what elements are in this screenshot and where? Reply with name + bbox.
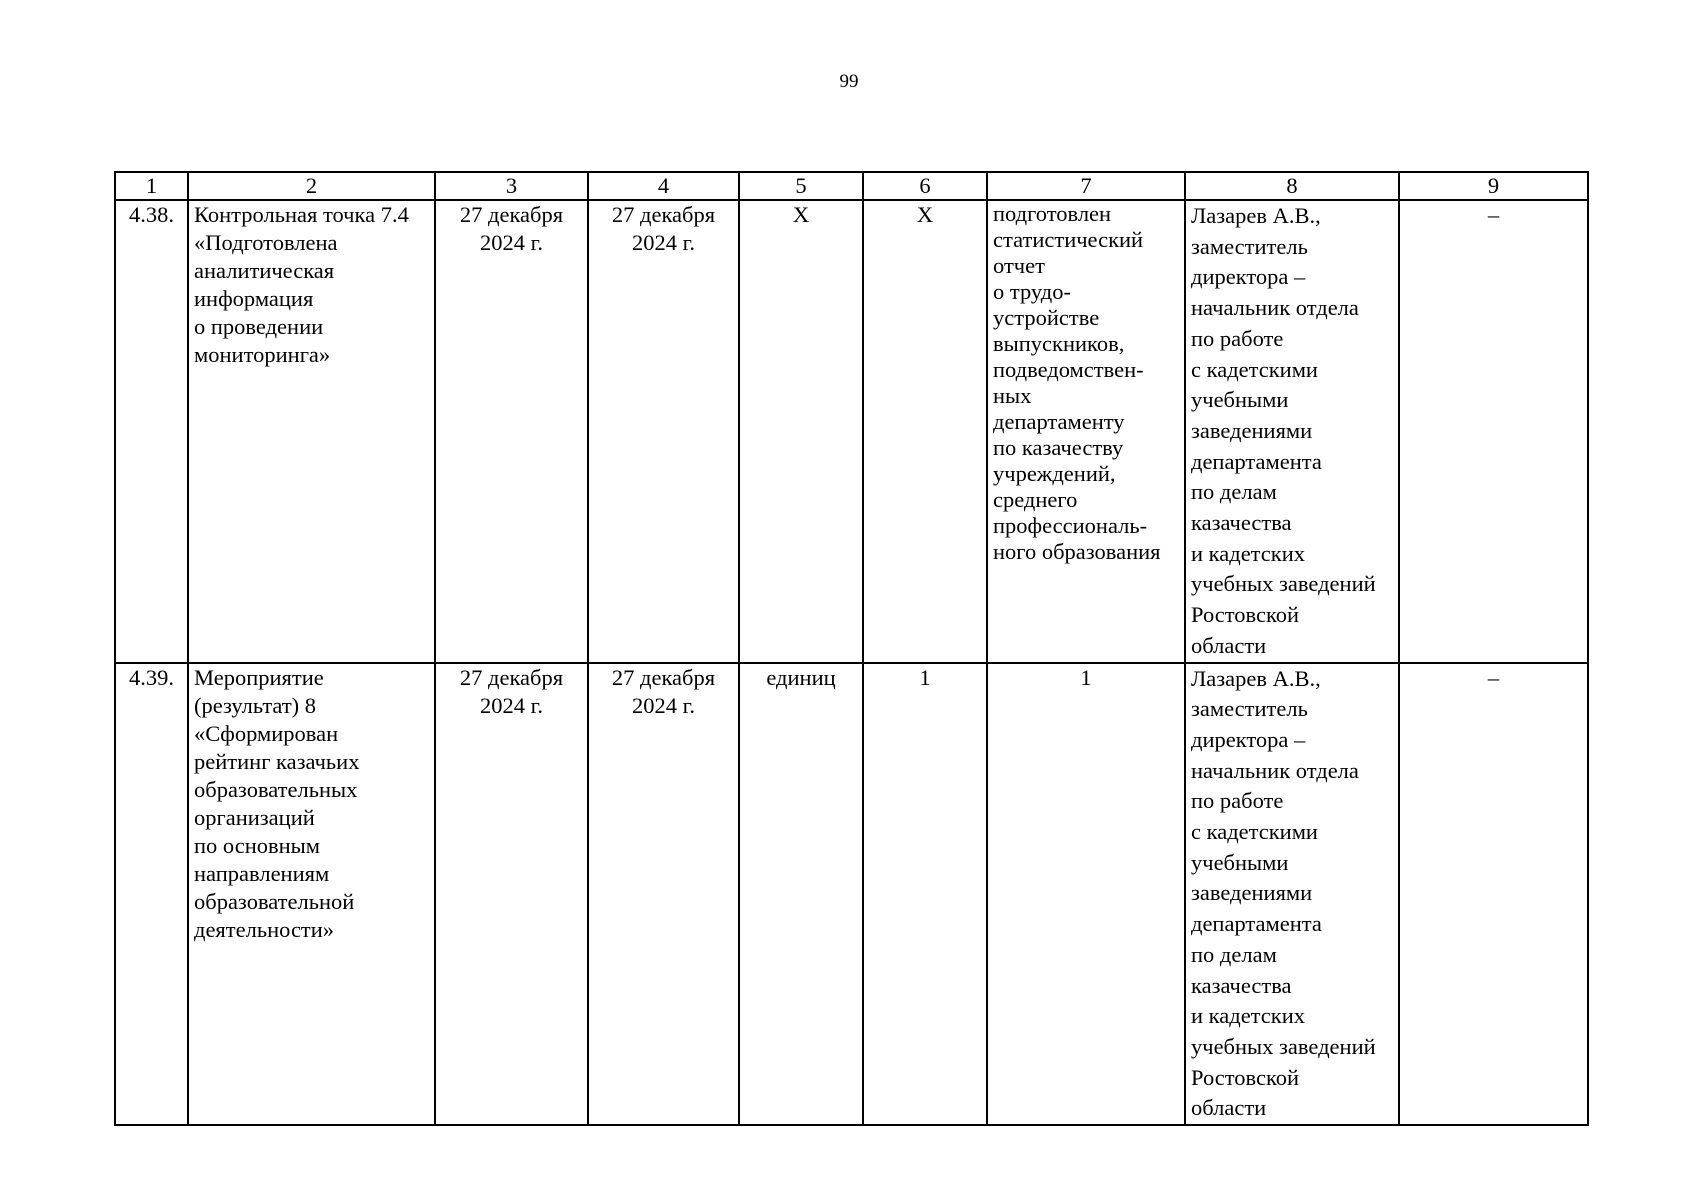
item-name: Мероприятие (результат) 8 «Сформирован рейтинг казачьих образовательных организаций по основным направлениям образовательной деятельности»: [188, 663, 435, 1126]
table-row: [115, 663, 1588, 1126]
note: –: [1399, 663, 1588, 1126]
unit-of-measure: единиц: [739, 663, 863, 1126]
unit-of-measure: Х: [739, 200, 863, 663]
column-number: 3: [435, 172, 588, 200]
column-number: 8: [1185, 172, 1399, 200]
end-date: 27 декабря 2024 г.: [588, 663, 739, 1126]
responsible-person: Лазарев А.В., заместитель директора – начальник отдела по работе с кадетскими учебными заведениями департамента по делам казачества и кадетских учебных заведений Ростовской области: [1185, 200, 1399, 663]
row-number: 4.39.: [115, 663, 188, 1126]
start-date: 27 декабря 2024 г.: [435, 663, 588, 1126]
page-number: 99: [839, 71, 859, 92]
column-number: 9: [1399, 172, 1588, 200]
result-description: 1: [987, 663, 1185, 1126]
note: –: [1399, 200, 1588, 663]
result-description: подготовлен статистический отчет о трудо- устройстве выпускников, подведомствен- ных департаменту по казачеству учреждений, среднего профессиональ- ного образования: [987, 200, 1185, 663]
planned-value: Х: [863, 200, 987, 663]
column-number: 7: [987, 172, 1185, 200]
responsible-person: Лазарев А.В., заместитель директора – начальник отдела по работе с кадетскими учебными заведениями департамента по делам казачества и кадетских учебных заведений Ростовской области: [1185, 663, 1399, 1126]
column-number-row: [115, 172, 1588, 200]
plan-table: [114, 171, 1589, 1126]
row-number: 4.38.: [115, 200, 188, 663]
item-name: Контрольная точка 7.4 «Подготовлена аналитическая информация о проведении мониторинга»: [188, 200, 435, 663]
column-number: 4: [588, 172, 739, 200]
planned-value: 1: [863, 663, 987, 1126]
column-number: 2: [188, 172, 435, 200]
start-date: 27 декабря 2024 г.: [435, 200, 588, 663]
column-number: 5: [739, 172, 863, 200]
column-number: 6: [863, 172, 987, 200]
end-date: 27 декабря 2024 г.: [588, 200, 739, 663]
column-number: 1: [115, 172, 188, 200]
table-row: [115, 200, 1588, 663]
